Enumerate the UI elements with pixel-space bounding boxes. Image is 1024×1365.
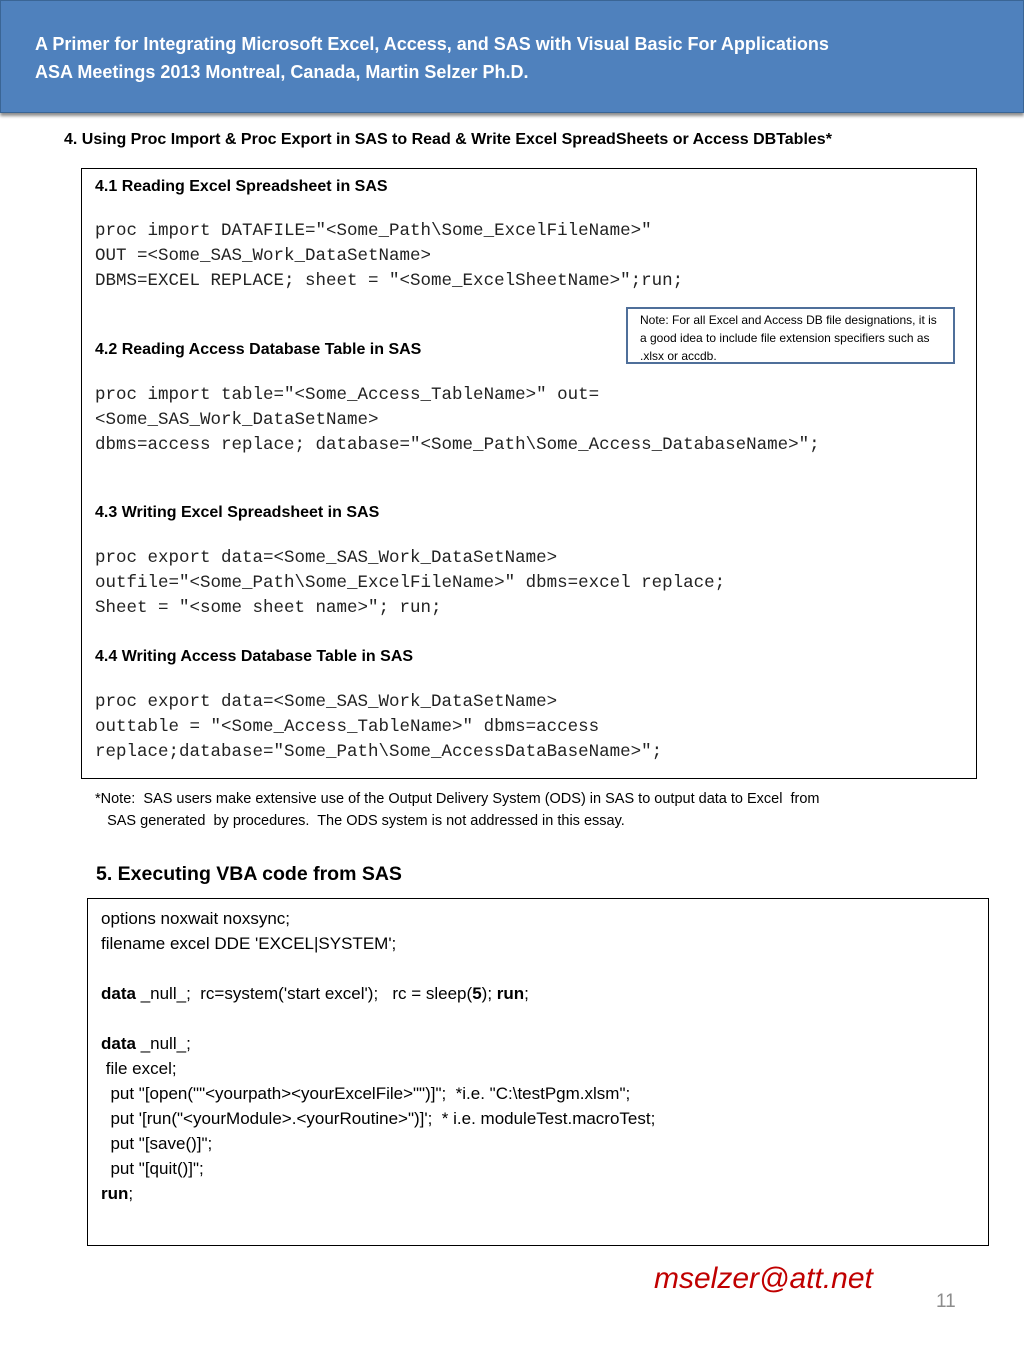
- author-email: mselzer@att.net: [654, 1262, 873, 1295]
- sub-4-3-code: proc export data=<Some_SAS_Work_DataSetName> outfile="<Some_Path\Some_ExcelFileName>" dbms=excel replace; Sheet = "<some sheet name>"; run;: [95, 548, 726, 618]
- section-5-title: 5. Executing VBA code from SAS: [96, 863, 402, 885]
- sub-4-4-title: 4.4 Writing Access Database Table in SAS: [95, 648, 414, 665]
- sub-4-1-title: 4.1 Reading Excel Spreadsheet in SAS: [95, 178, 388, 195]
- vba-line-3: [101, 981, 529, 1006]
- sub-4-2-title: 4.2 Reading Access Database Table in SAS: [95, 341, 422, 358]
- sleep-seconds: 5: [472, 984, 482, 1003]
- keyword-data: data: [101, 984, 136, 1003]
- sub-4-3-title: 4.3 Writing Excel Spreadsheet in SAS: [95, 504, 380, 521]
- vba-line-10-part-a: ;: [128, 1184, 134, 1203]
- slide-header: [0, 0, 1024, 113]
- keyword-run: run: [496, 984, 525, 1003]
- vba-line-4: [101, 1031, 191, 1056]
- vba-line-2: filename excel DDE 'EXCEL|SYSTEM';: [101, 934, 397, 953]
- vba-line-8: put "[save()]";: [101, 1134, 213, 1153]
- footnote: *Note: SAS users make extensive use of the Output Delivery System (ODS) in SAS to output data to Excel from SAS generated by procedures. The ODS system is not addressed in this essay.: [95, 791, 820, 829]
- section-4-title: 4. Using Proc Import & Proc Export in SAS to Read & Write Excel SpreadSheets or Access DBTables*: [64, 131, 832, 148]
- note-box: Note: For all Excel and Access DB file designations, it is a good idea to include file extension specifiers such as .xlsx or accdb.: [626, 307, 955, 364]
- keyword-data: data: [101, 1034, 136, 1053]
- header-title: A Primer for Integrating Microsoft Excel, Access, and SAS with Visual Basic For Applications: [35, 34, 829, 54]
- sub-4-2-code: proc import table="<Some_Access_TableName>" out= <Some_SAS_Work_DataSetName> dbms=access replace; database="<Some_Path\Some_Access_DatabaseName>";: [95, 385, 820, 455]
- vba-line-3-part-a: _null_; rc=system('start excel'); rc = sleep(: [135, 984, 473, 1003]
- vba-line-1: options noxwait noxsync;: [101, 909, 290, 928]
- vba-line-7: put '[run("<yourModule>.<yourRoutine>")]'; * i.e. moduleTest.macroTest;: [101, 1109, 656, 1128]
- vba-line-9: put "[quit()]";: [101, 1159, 204, 1178]
- sub-4-4-code: proc export data=<Some_SAS_Work_DataSetName> outtable = "<Some_Access_TableName>" dbms=access replace;database="Some_Path\Some_AccessDataBaseName>";: [95, 692, 663, 762]
- header-subtitle: ASA Meetings 2013 Montreal, Canada, Martin Selzer Ph.D.: [35, 62, 529, 82]
- vba-line-3-part-c: ;: [524, 984, 529, 1003]
- vba-line-4-part-a: _null_;: [135, 1034, 191, 1053]
- keyword-run: run: [101, 1184, 129, 1203]
- vba-line-5: file excel;: [101, 1059, 177, 1078]
- vba-line-10: [101, 1181, 133, 1206]
- vba-line-6: put "[open(""<yourpath><yourExcelFile>"")]"; *i.e. "C:\testPgm.xlsm";: [101, 1084, 631, 1103]
- vba-line-3-part-b: );: [481, 984, 497, 1003]
- sub-4-1-code: proc import DATAFILE="<Some_Path\Some_ExcelFileName>" OUT =<Some_SAS_Work_DataSetName> DBMS=EXCEL REPLACE; sheet = "<Some_ExcelSheetName>";run;: [95, 221, 684, 291]
- page-number: 11: [936, 1291, 956, 1312]
